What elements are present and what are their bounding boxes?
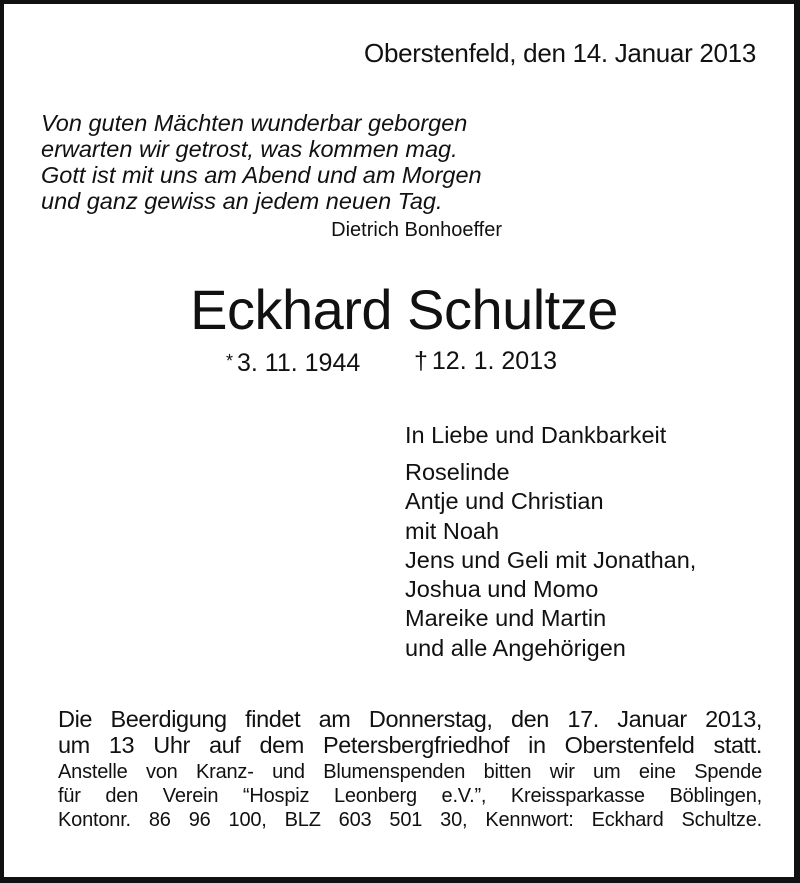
death-date: 12. 1. 2013: [431, 347, 558, 375]
verse-author: Dietrich Bonhoeffer: [331, 219, 502, 241]
donation-line: Kontonr. 86 96 100, BLZ 603 501 30, Kennwort: Eckhard Schultze.: [58, 809, 762, 831]
family-member: und alle Angehörigen: [405, 634, 626, 661]
family-member: Antje und Christian: [405, 488, 604, 515]
funeral-line: Die Beerdigung findet am Donnerstag, den 17. Januar 2013,: [58, 706, 762, 732]
birth-date-group: [226, 345, 360, 379]
funeral-line: um 13 Uhr auf dem Petersbergfriedhof in Oberstenfeld statt.: [58, 732, 762, 758]
donation-line: Anstelle von Kranz- und Blumenspenden bitten wir um eine Spende: [58, 761, 762, 783]
family-member: mit Noah: [405, 517, 500, 544]
birth-star-icon: *: [226, 351, 234, 371]
family-member: Jens und Geli mit Jonathan,: [405, 546, 697, 573]
family-block: [405, 420, 696, 663]
verse-line: erwarten wir getrost, was kommen mag.: [41, 136, 458, 162]
verse-line: und ganz gewiss an jedem neuen Tag.: [41, 188, 443, 214]
donation-line: für den Verein “Hospiz Leonberg e.V.”, Kreissparkasse Böblingen,: [58, 785, 762, 807]
death-date-group: [414, 345, 557, 377]
death-cross-icon: †: [414, 347, 428, 375]
verse-line: Gott ist mit uns am Abend und am Morgen: [41, 162, 482, 188]
family-intro: In Liebe und Dankbarkeit: [405, 422, 667, 448]
place-and-date: Oberstenfeld, den 14. Januar 2013: [364, 38, 756, 68]
birth-date: 3. 11. 1944: [237, 349, 361, 377]
verse-quote: [41, 110, 482, 214]
family-member: Mareike und Martin: [405, 605, 607, 632]
deceased-name: Eckhard Schultze: [190, 278, 618, 341]
family-member: Roselinde: [405, 459, 510, 485]
verse-line: Von guten Mächten wunderbar geborgen: [41, 110, 468, 136]
funeral-details: [58, 706, 762, 832]
family-member: Joshua und Momo: [405, 576, 599, 603]
